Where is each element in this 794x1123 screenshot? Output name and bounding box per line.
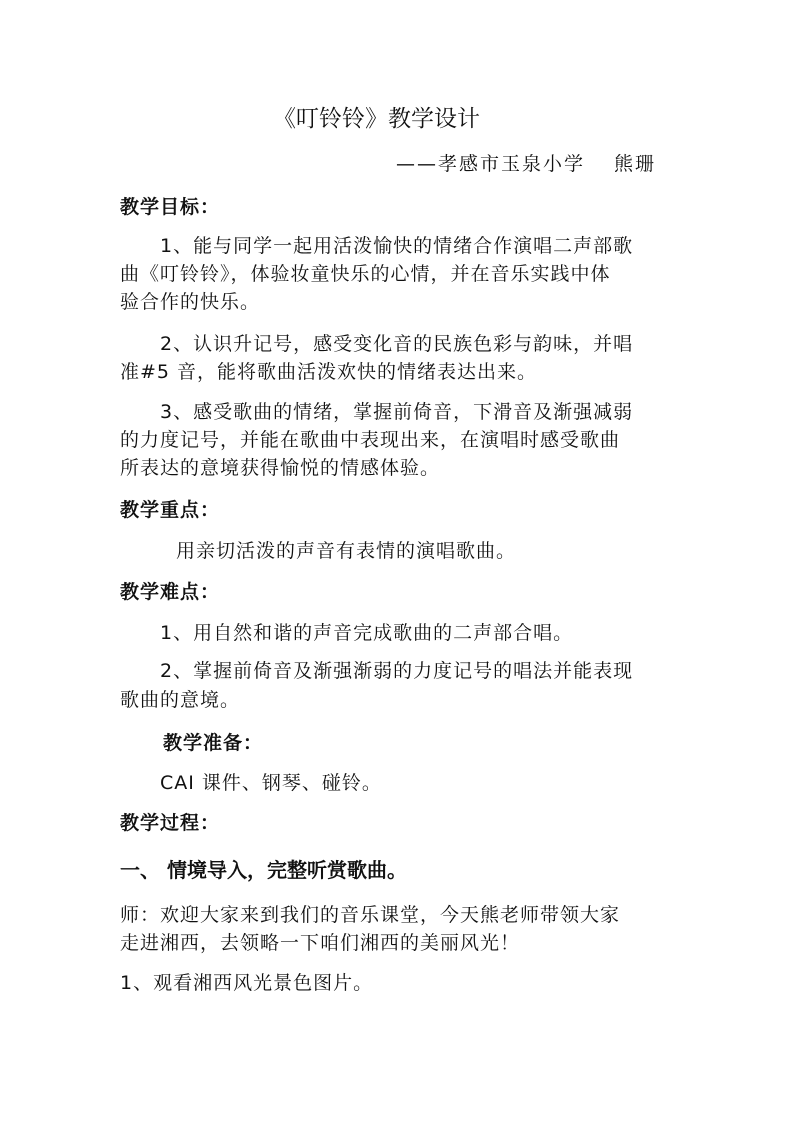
objective-3-line-2: 的力度记号，并能在歌曲中表现出来，在演唱时感受歌曲 (120, 429, 621, 451)
author-line: ——孝感市玉泉小学 熊珊 (396, 153, 657, 175)
objectives-heading: 教学目标： (120, 196, 221, 218)
preparation-text: CAI 课件、钢琴、碰铃。 (160, 772, 382, 794)
objective-1-line-1: 1、能与同学一起用活泼愉快的情绪合作演唱二声部歌 (160, 235, 634, 257)
teacher-line-1: 师：欢迎大家来到我们的音乐课堂，今天熊老师带领大家 (120, 904, 621, 926)
step-1: 1、观看湘西风光景色图片。 (120, 972, 374, 994)
difficulty-1: 1、用自然和谐的声音完成歌曲的二声部合唱。 (160, 622, 574, 644)
key-points-text: 用亲切活泼的声音有表情的演唱歌曲。 (176, 540, 517, 562)
key-points-heading: 教学重点： (120, 499, 221, 521)
process-heading: 教学过程： (120, 812, 221, 834)
objective-1-line-2: 曲《叮铃铃》，体验妆童快乐的心情，并在音乐实践中体 (120, 263, 611, 285)
preparation-heading: 教学准备： (163, 732, 264, 754)
teacher-line-2: 走进湘西，去领略一下咱们湘西的美丽风光！ (120, 932, 521, 954)
objective-1-line-3: 验合作的快乐。 (120, 291, 261, 313)
section-1-title: 一、 情境导入，完整听赏歌曲。 (120, 858, 407, 882)
objective-2-line-1: 2、认识升记号，感受变化音的民族色彩与韵味，并唱 (160, 333, 634, 355)
document-title: 《叮铃铃》教学设计 (273, 106, 480, 132)
objective-3-line-3: 所表达的意境获得愉悦的情感体验。 (120, 457, 441, 479)
objective-3-line-1: 3、感受歌曲的情绪，掌握前倚音，下滑音及渐强减弱 (160, 401, 634, 423)
difficulties-heading: 教学难点： (120, 581, 221, 603)
difficulty-2-line-1: 2、掌握前倚音及渐强渐弱的力度记号的唱法并能表现 (160, 660, 634, 682)
objective-2-line-2: 准#5 音，能将歌曲活泼欢快的情绪表达出来。 (120, 361, 538, 383)
difficulty-2-line-2: 歌曲的意境。 (120, 689, 241, 711)
